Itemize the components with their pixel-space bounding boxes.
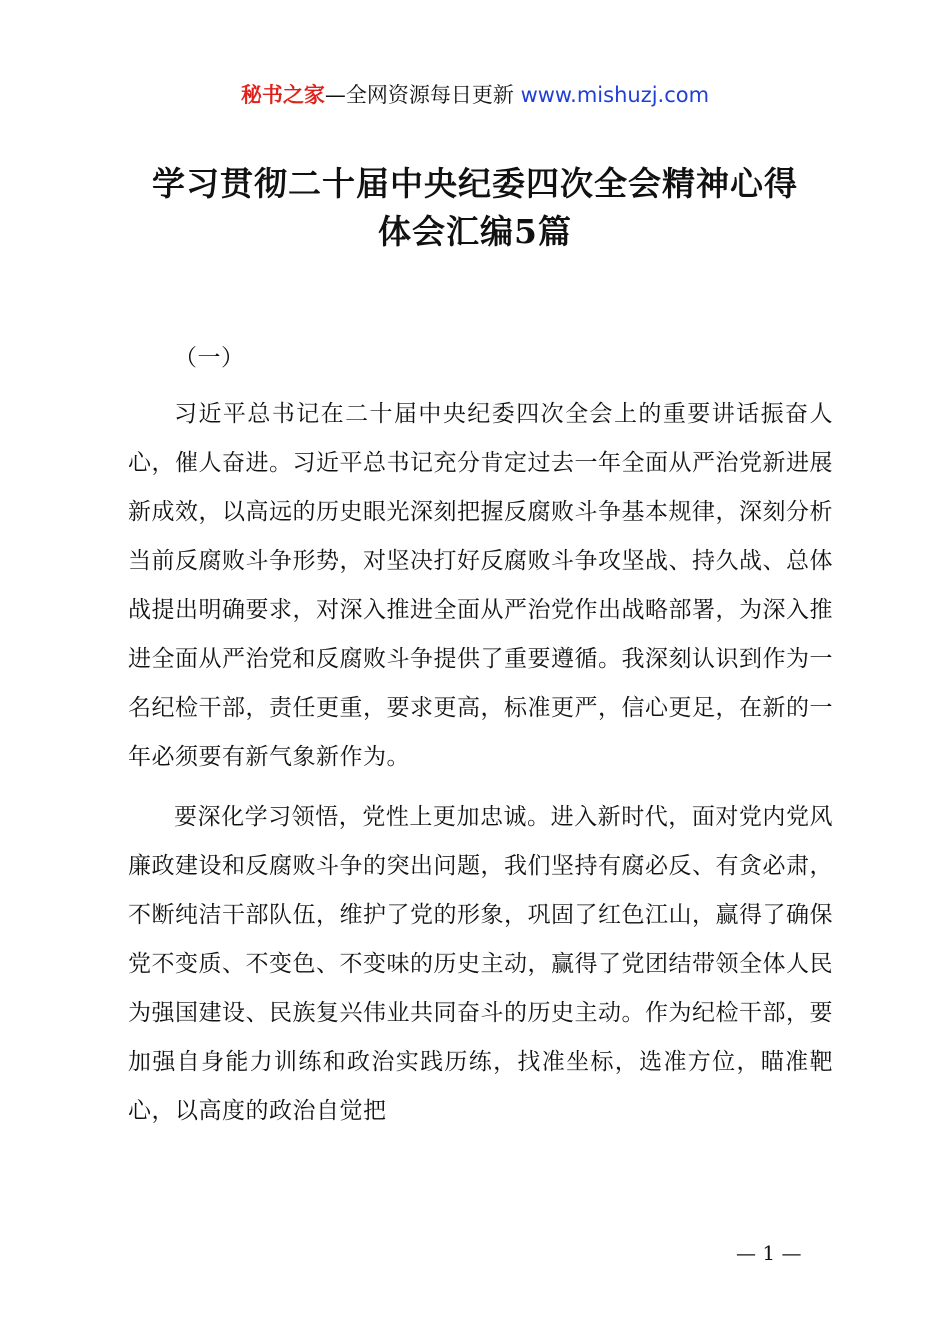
document-title-line-1: 学习贯彻二十届中央纪委四次全会精神心得 <box>152 164 798 203</box>
site-slogan: —全网资源每日更新 <box>324 83 521 107</box>
document-body <box>128 338 833 1147</box>
paragraph-1: 习近平总书记在二十届中央纪委四次全会上的重要讲话振奋人心，催人奋进。习近平总书记充分肯定过去一年全面从严治党新进展新成效，以高远的历史眼光深刻把握反腐败斗争基本规律，深刻分析当前反腐败斗争形势，对坚决打好反腐败斗争攻坚战、持久战、总体战提出明确要求，对深入推进全面从严治党作出战略部署，为深入推进全面从严治党和反腐败斗争提供了重要遵循。我深刻认识到作为一名纪检干部，责任更重，要求更高，标准更严，信心更足，在新的一年必须要有新气象新作为。 <box>128 401 833 770</box>
paragraph-2: 要深化学习领悟，党性上更加忠诚。进入新时代，面对党内党风廉政建设和反腐败斗争的突出问题，我们坚持有腐必反、有贪必肃，不断纯洁干部队伍，维护了党的形象，巩固了红色江山，赢得了确保党不变质、不变色、不变味的历史主动，赢得了党团结带领全体人民为强国建设、民族复兴伟业共同奋斗的历史主动。作为纪检干部，要加强自身能力训练和政治实践历练，找准坐标，选准方位，瞄准靶心，以高度的政治自觉把 <box>128 804 833 1124</box>
page-number: — 1 — <box>736 1241 802 1265</box>
section-label: （一） <box>174 345 245 371</box>
site-brand: 秘书之家 <box>240 83 325 107</box>
document-title <box>0 160 950 256</box>
site-url-link[interactable]: www.mishuzj.com <box>520 83 710 107</box>
site-header <box>0 78 950 112</box>
document-title-line-2: 体会汇编5篇 <box>378 212 572 251</box>
